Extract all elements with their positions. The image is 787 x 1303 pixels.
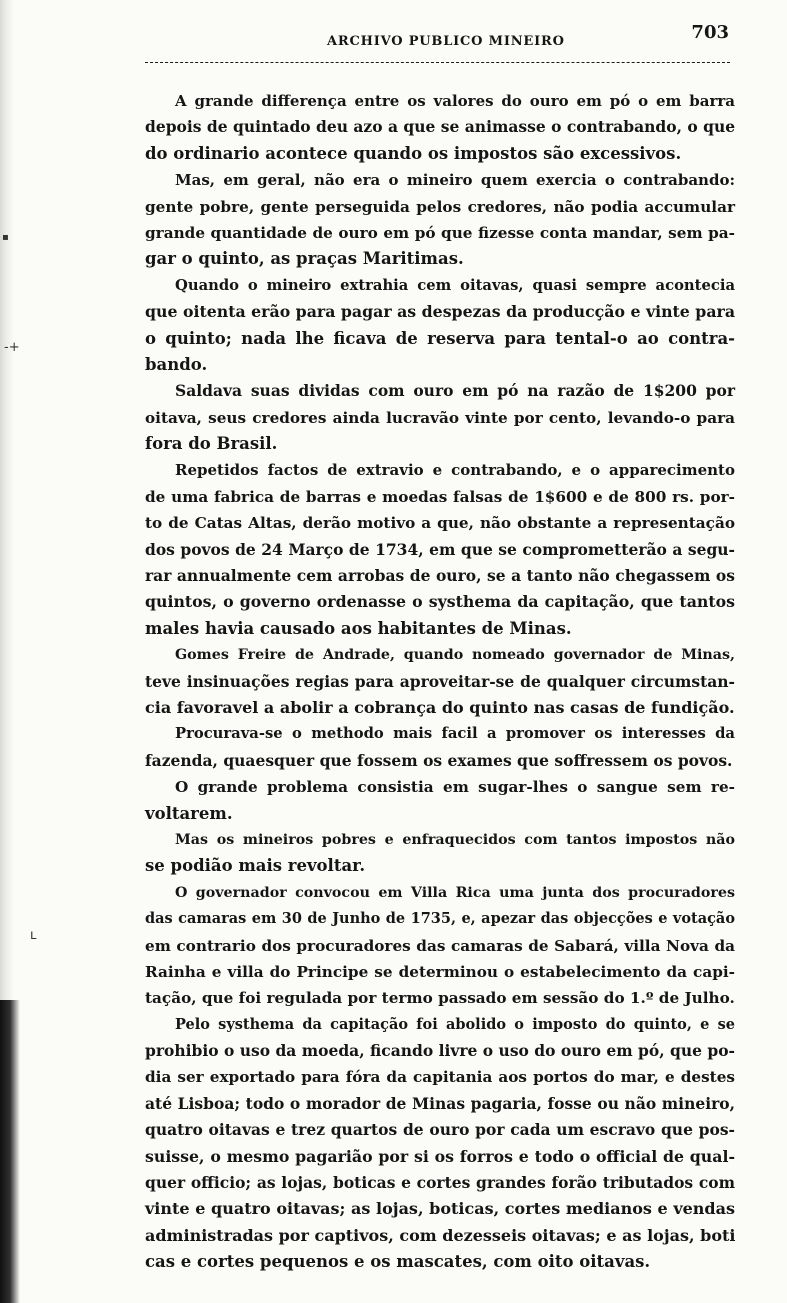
text-line: até Lisboa; todo o morador de Minas pagaria, fosse ou não mineiro, bbox=[145, 1093, 735, 1113]
margin-mark: ʟ bbox=[30, 928, 37, 943]
binding-shadow bbox=[0, 1000, 20, 1303]
text-line: cia favoravel a abolir a cobrança do quinto nas casas de fundição. bbox=[145, 697, 735, 717]
text-line: gente pobre, gente perseguida pelos credores, não podia accumular bbox=[145, 197, 735, 216]
paragraph bbox=[145, 167, 735, 273]
text-line: quatro oitavas e trez quartos de ouro por cada um escravo que pos- bbox=[145, 1120, 735, 1140]
body-text bbox=[145, 88, 735, 1276]
page-number: 703 bbox=[691, 22, 729, 43]
text-line: fazenda, quaesquer que fossem os exames que soffressem os povos. bbox=[145, 750, 733, 770]
text-line: prohibio o uso da moeda, ficando livre o uso do ouro em pó, que po- bbox=[145, 1041, 735, 1061]
text-line: voltarem. bbox=[145, 803, 233, 823]
header-rule bbox=[145, 62, 730, 63]
text-line: depois de quintado deu azo a que se animasse o contrabando, o que bbox=[145, 117, 736, 137]
text-line: teve insinuações regias para aproveitar-se de qualquer circumstan- bbox=[145, 671, 735, 691]
text-line: bando. bbox=[145, 354, 208, 374]
paragraph bbox=[145, 827, 735, 880]
text-line: gar o quinto, as praças Maritimas. bbox=[145, 249, 464, 269]
text-line: Quando o mineiro extrahia cem oitavas, quasi sempre acontecia bbox=[175, 276, 735, 294]
text-line: o quinto; nada lhe ficava de reserva para tental-o ao contra- bbox=[145, 328, 735, 348]
text-line: quer officio; as lojas, boticas e cortes grandes forão tributados com bbox=[145, 1173, 735, 1193]
paragraph bbox=[145, 880, 735, 1012]
text-line: Mas os mineiros pobres e enfraquecidos com tantos impostos não bbox=[175, 831, 735, 848]
text-line: rar annualmente cem arrobas de ouro, se a tanto não chegassem os bbox=[145, 566, 735, 586]
paragraph bbox=[145, 378, 735, 457]
text-line: vinte e quatro oitavas; as lojas, boticas, cortes medianos e vendas bbox=[145, 1199, 735, 1219]
text-line: Gomes Freire de Andrade, quando nomeado governador de Minas, bbox=[175, 647, 735, 664]
text-line: de uma fabrica de barras e moedas falsas de 1$600 e de 800 rs. por- bbox=[145, 487, 735, 506]
text-line: dos povos de 24 Março de 1734, em que se comprometterão a segu- bbox=[145, 539, 735, 559]
text-line: Pelo systhema da capitação foi abolido o imposto do quinto, e se bbox=[175, 1015, 735, 1033]
text-line: O governador convocou em Villa Rica uma junta dos procuradores bbox=[175, 884, 735, 901]
text-line: do ordinario acontece quando os impostos são excessivos. bbox=[145, 143, 682, 163]
text-line: cas e cortes pequenos e os mascates, com oito oitavas. bbox=[145, 1252, 651, 1272]
text-line: se podião mais revoltar. bbox=[145, 856, 366, 876]
margin-mark: -+ bbox=[4, 340, 20, 355]
text-line: fora do Brasil. bbox=[145, 434, 278, 454]
running-title: ARCHIVO PUBLICO MINEIRO bbox=[327, 34, 565, 49]
text-line: administradas por captivos, com dezesseis oitavas; e as lojas, boti bbox=[145, 1225, 736, 1245]
text-line: que oitenta erão para pagar as despezas da producção e vinte para bbox=[145, 302, 736, 322]
paragraph bbox=[145, 642, 735, 721]
text-line: A grande differença entre os valores do ouro em pó o em barra bbox=[175, 92, 735, 110]
paragraph bbox=[145, 721, 735, 774]
paragraph bbox=[145, 88, 735, 167]
paragraph bbox=[145, 273, 735, 379]
text-line: Repetidos factos de extravio e contrabando, e o apparecimento bbox=[175, 461, 735, 480]
text-line: Rainha e villa do Principe se determinou o estabelecimento da capi- bbox=[145, 962, 735, 981]
paragraph bbox=[145, 457, 735, 642]
text-line: em contrario dos procuradores das camaras de Sabará, villa Nova da bbox=[145, 936, 735, 955]
text-line: oitava, seus credores ainda lucravão vinte por cento, levando-o para bbox=[145, 408, 735, 427]
margin-mark: ▪ bbox=[2, 232, 9, 243]
text-line: suisse, o mesmo pagarião por si os forros e todo o official de qual- bbox=[145, 1146, 735, 1166]
page-header bbox=[145, 20, 735, 64]
text-line: tação, que foi regulada por termo passado em sessão do 1.º de Julho. bbox=[145, 989, 735, 1008]
text-line: das camaras em 30 de Junho de 1735, e, apezar das objecções e votação bbox=[145, 910, 735, 928]
text-line: males havia causado aos habitantes de Minas. bbox=[145, 618, 572, 638]
text-line: to de Catas Altas, derão motivo a que, não obstante a representação bbox=[145, 514, 735, 533]
text-line: dia ser exportado para fóra da capitania aos portos do mar, e destes bbox=[145, 1068, 735, 1087]
text-line: O grande problema consistia em sugar-lhes o sangue sem re- bbox=[175, 778, 735, 797]
text-line: quintos, o governo ordenasse o systhema da capitação, que tantos bbox=[145, 592, 735, 612]
paragraph bbox=[145, 1012, 735, 1276]
text-line: grande quantidade de ouro em pó que fizesse conta mandar, sem pa- bbox=[145, 223, 735, 242]
text-line: Mas, em geral, não era o mineiro quem exercia o contrabando: bbox=[175, 171, 735, 190]
text-line: Procurava-se o methodo mais facil a promover os interesses da bbox=[175, 725, 735, 743]
text-line: Saldava suas dividas com ouro em pó na razão de 1$200 por bbox=[175, 381, 735, 401]
paragraph bbox=[145, 774, 735, 827]
